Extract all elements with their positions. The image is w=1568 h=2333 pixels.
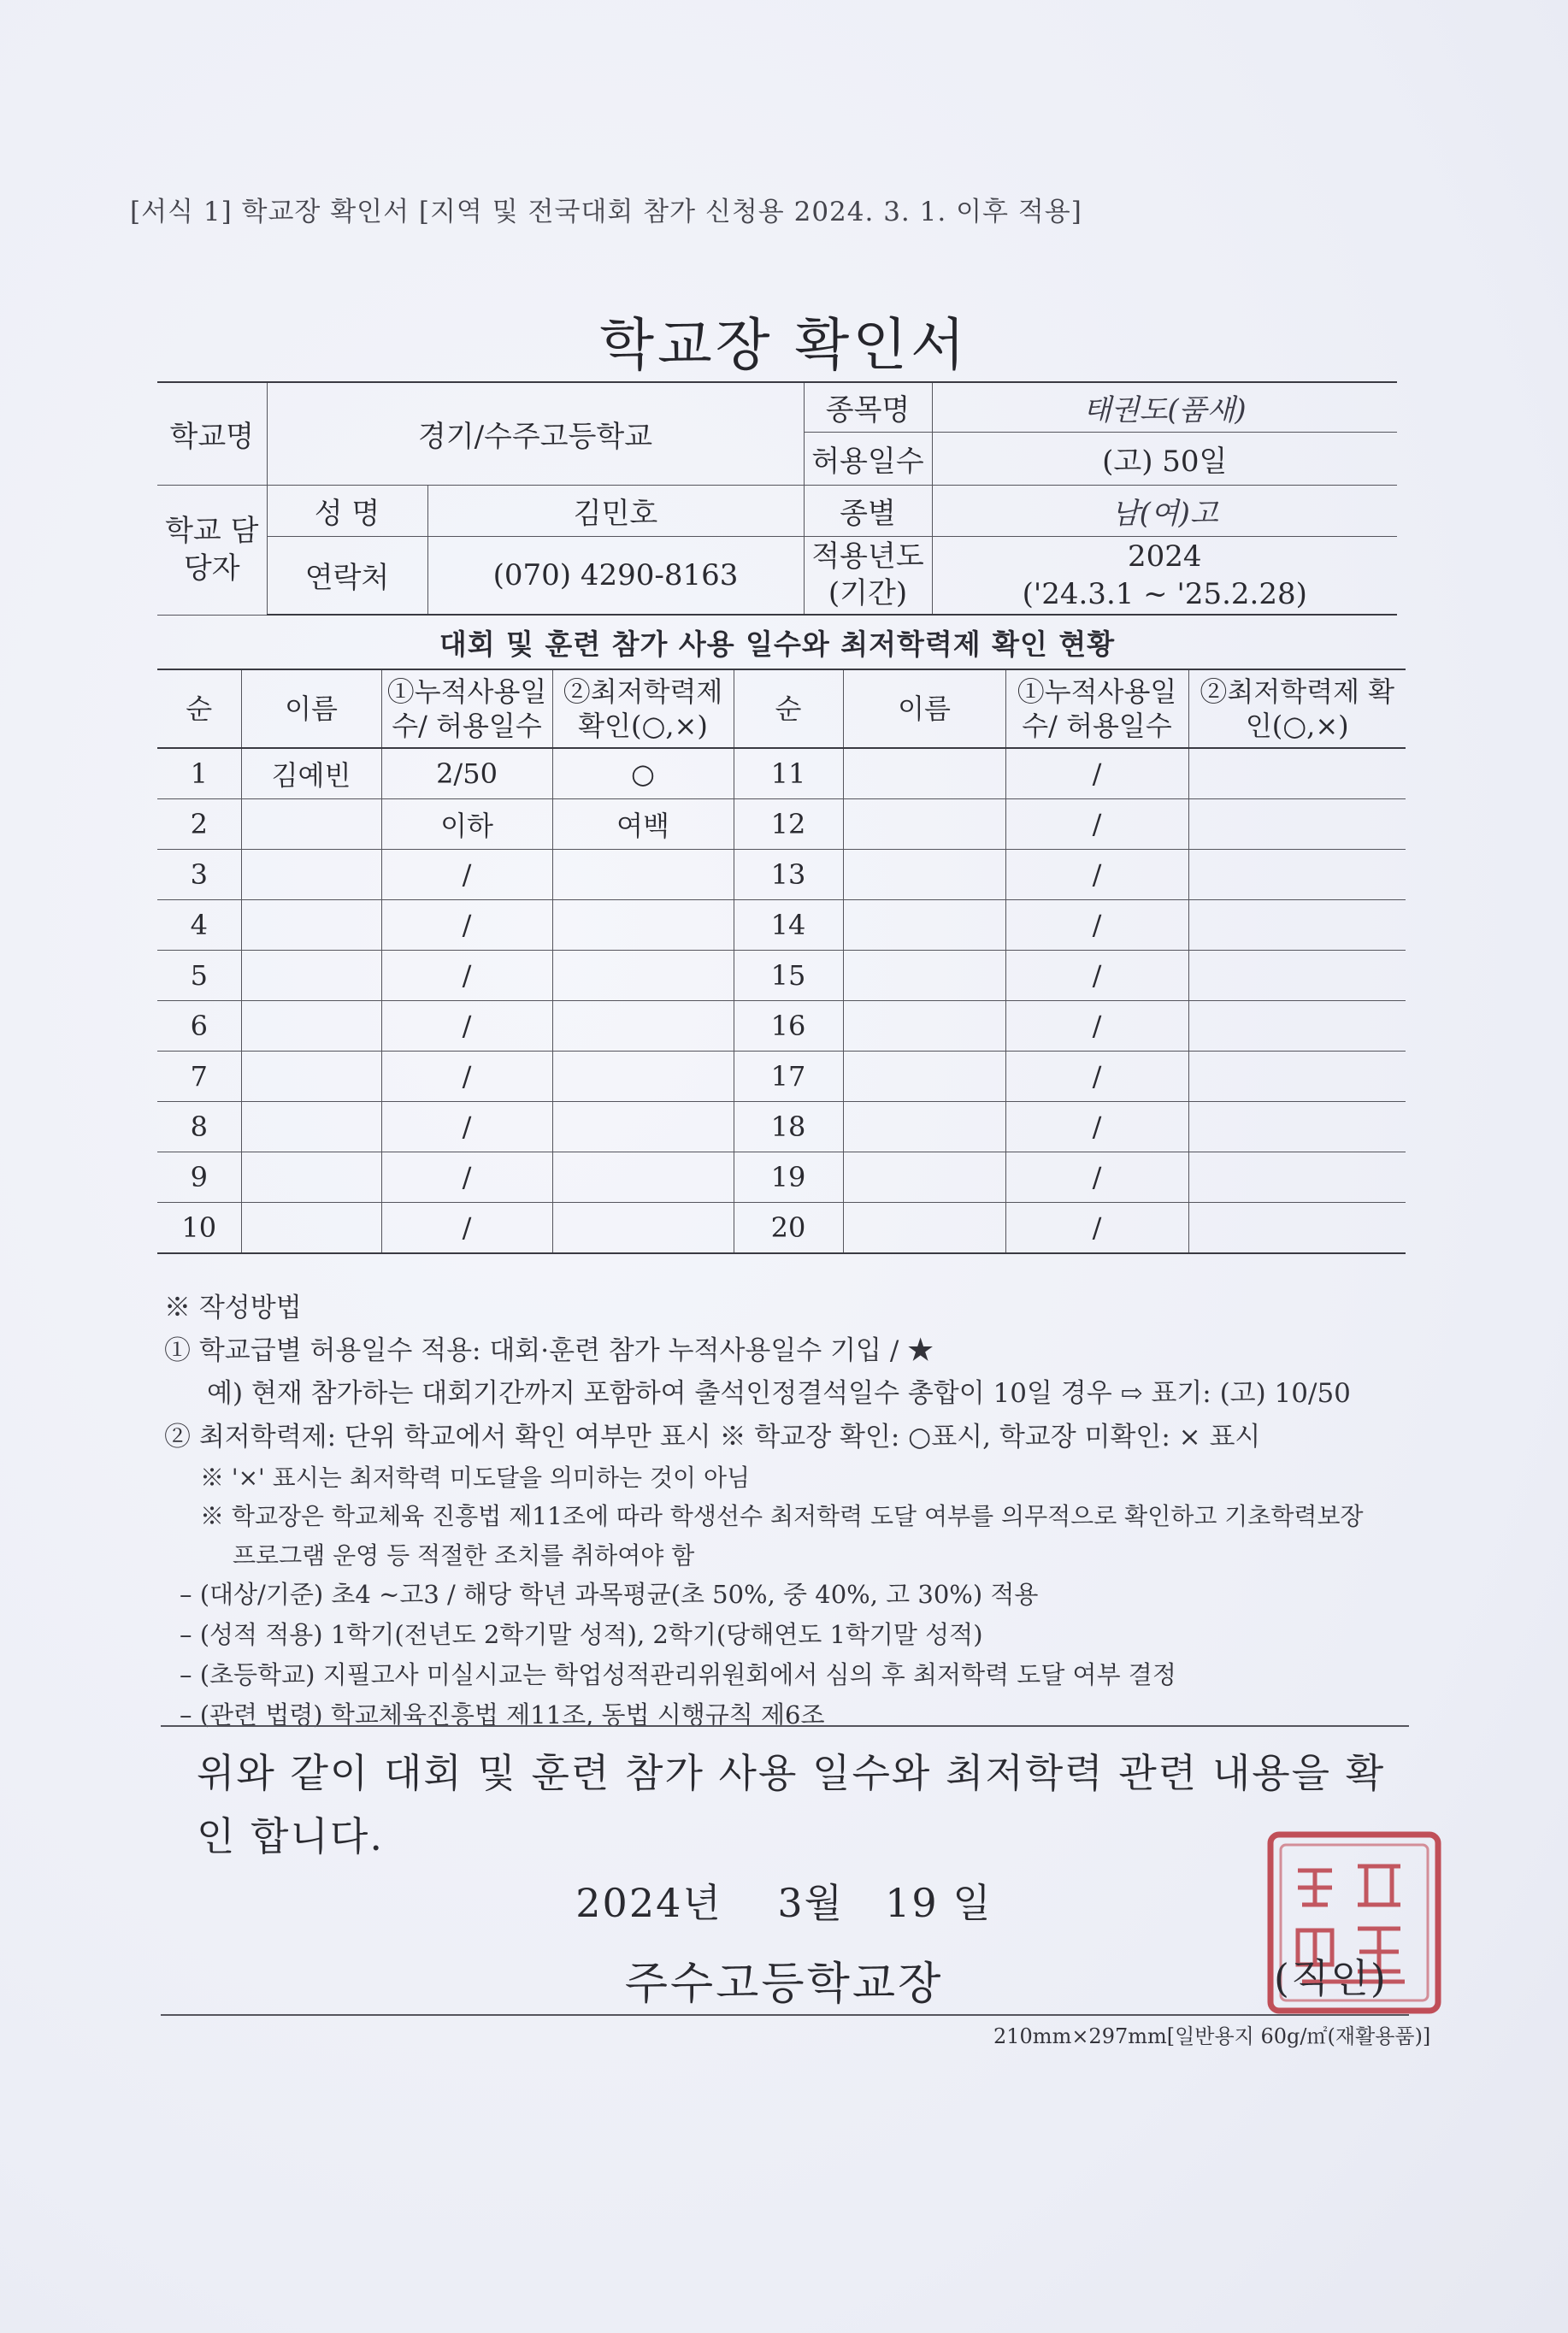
- contact-label: 연락처: [267, 536, 427, 615]
- row-no-2: 17: [734, 1052, 843, 1102]
- row-days-2: /: [1005, 1203, 1188, 1254]
- row-check: [552, 1102, 734, 1152]
- row-name-2: [843, 900, 1005, 951]
- school-info-table: [157, 381, 1397, 616]
- year-label-cell: [804, 536, 932, 615]
- row-check-2: [1188, 1152, 1406, 1203]
- row-no: 5: [157, 951, 241, 1001]
- note-dash-1: – (대상/기준) 초4 ~고3 / 해당 학년 과목평균(초 50%, 중 40%, 고 30%) 적용: [180, 1579, 1039, 1609]
- name-label: 성 명: [267, 485, 427, 536]
- table-row: [157, 1152, 1406, 1203]
- confirmation-statement: 위와 같이 대회 및 훈련 참가 사용 일수와 최저학력 관련 내용을 확인 합니다.: [197, 1750, 1386, 1859]
- issue-date: 2024년 3월 19 일: [575, 1880, 993, 1926]
- row-check-2: [1188, 748, 1406, 799]
- row-no: 2: [157, 799, 241, 850]
- row-days-2: /: [1005, 900, 1188, 951]
- status-caption: 대회 및 훈련 참가 사용 일수와 최저학력제 확인 현황: [439, 627, 1116, 661]
- gender-label: 종별: [804, 485, 932, 536]
- form-header-note: [서식 1] 학교장 확인서 [지역 및 전국대회 참가 신청용 2024. 3. 1. 이후 적용]: [130, 197, 1082, 227]
- row-no: 10: [157, 1203, 241, 1254]
- document-title: 학교장 확인서: [599, 312, 969, 378]
- divider-top: [161, 1725, 1409, 1727]
- row-check-2: [1188, 799, 1406, 850]
- row-no-2: 12: [734, 799, 843, 850]
- row-check: [552, 1052, 734, 1102]
- note-dash-3: – (초등학교) 지필고사 미실시교는 학업성적관리위원회에서 심의 후 최저학력 도달 여부 결정: [180, 1659, 1176, 1689]
- row-days: 이하: [381, 799, 552, 850]
- row-days-2: /: [1005, 1102, 1188, 1152]
- header-name-2: 이름: [843, 669, 1005, 748]
- row-name: [241, 1052, 381, 1102]
- row-name-2: [843, 799, 1005, 850]
- row-days-2: /: [1005, 799, 1188, 850]
- allowed-days-label: 허용일수: [804, 432, 932, 485]
- writing-instructions: [164, 1287, 1412, 1735]
- row-check: [552, 850, 734, 900]
- row-days: /: [381, 951, 552, 1001]
- table-row: [157, 748, 1406, 799]
- row-no: 7: [157, 1052, 241, 1102]
- row-no-2: 11: [734, 748, 843, 799]
- row-check: [552, 900, 734, 951]
- row-days: /: [381, 900, 552, 951]
- note-1: ① 학교급별 허용일수 적용: 대회·훈련 참가 누적사용일수 기입 / ★: [164, 1335, 934, 1367]
- header-name: 이름: [241, 669, 381, 748]
- row-check-2: [1188, 1203, 1406, 1254]
- row-days: 2/50: [381, 748, 552, 799]
- row-no-2: 13: [734, 850, 843, 900]
- header-days: ①누적사용일수/ 허용일수: [381, 669, 552, 748]
- event-value: 태권도(품새): [932, 382, 1397, 432]
- row-check: [552, 1203, 734, 1254]
- row-check-2: [1188, 1102, 1406, 1152]
- note-2-b-cont: 프로그램 운영 등 적절한 조치를 취하여야 함: [233, 1541, 695, 1570]
- school-label: 학교명: [157, 382, 267, 485]
- row-name-2: [843, 1102, 1005, 1152]
- row-days: /: [381, 1152, 552, 1203]
- row-days-2: /: [1005, 951, 1188, 1001]
- row-name: [241, 850, 381, 900]
- row-check: 여백: [552, 799, 734, 850]
- school-value: 경기/수주고등학교: [267, 382, 804, 485]
- row-name-2: [843, 951, 1005, 1001]
- table-row: [157, 799, 1406, 850]
- header-check: ②최저학력제 확인(○,×): [552, 669, 734, 748]
- year-value: 2024: [1127, 539, 1202, 574]
- row-no-2: 15: [734, 951, 843, 1001]
- row-check-2: [1188, 1001, 1406, 1052]
- row-no: 4: [157, 900, 241, 951]
- table-row: [157, 1001, 1406, 1052]
- allowed-days-value: (고) 50일: [932, 432, 1397, 485]
- row-name: [241, 1203, 381, 1254]
- header-days-2: ①누적사용일수/ 허용일수: [1005, 669, 1188, 748]
- row-days-2: /: [1005, 1001, 1188, 1052]
- row-days-2: /: [1005, 850, 1188, 900]
- note-dash-4: – (관련 법령) 학교체육진흥법 제11조, 동법 시행규칙 제6조: [180, 1700, 825, 1729]
- header-check-2: ②최저학력제 확인(○,×): [1188, 669, 1406, 748]
- row-name-2: [843, 748, 1005, 799]
- table-row: [157, 1052, 1406, 1102]
- header-no-2: 순: [734, 669, 843, 748]
- row-check-2: [1188, 1052, 1406, 1102]
- row-no-2: 14: [734, 900, 843, 951]
- row-name: [241, 1001, 381, 1052]
- notes-heading: ※ 작성방법: [164, 1293, 302, 1323]
- table-row: [157, 850, 1406, 900]
- seal-label: (직인): [1274, 1955, 1388, 2001]
- row-check: [552, 951, 734, 1001]
- manager-label: 학교 담당자: [157, 485, 267, 615]
- row-name-2: [843, 1203, 1005, 1254]
- row-no: 8: [157, 1102, 241, 1152]
- note-1-example: 예) 현재 참가하는 대회기간까지 포함하여 출석인정결석일수 총합이 10일 경우 ⇨ 표기: (고) 10/50: [207, 1378, 1351, 1410]
- row-no: 1: [157, 748, 241, 799]
- status-table: [157, 669, 1406, 1254]
- principal-title: 주수고등학교장: [624, 1959, 944, 2010]
- table-row: [157, 1102, 1406, 1152]
- row-no: 3: [157, 850, 241, 900]
- contact-value: (070) 4290-8163: [427, 536, 804, 615]
- row-days: /: [381, 1001, 552, 1052]
- header-no: 순: [157, 669, 241, 748]
- row-name-2: [843, 1152, 1005, 1203]
- row-name: 김예빈: [241, 748, 381, 799]
- row-days-2: /: [1005, 1052, 1188, 1102]
- row-days: /: [381, 850, 552, 900]
- row-name-2: [843, 1001, 1005, 1052]
- row-name: [241, 799, 381, 850]
- note-2: ② 최저학력제: 단위 학교에서 확인 여부만 표시 ※ 학교장 확인: ○표시, 학교장 미확인: × 표시: [164, 1421, 1261, 1452]
- row-no: 9: [157, 1152, 241, 1203]
- table-row: [157, 1203, 1406, 1254]
- row-name: [241, 951, 381, 1001]
- period-value: ('24.3.1 ~ '25.2.28): [1022, 576, 1307, 611]
- row-days: /: [381, 1052, 552, 1102]
- row-no-2: 19: [734, 1152, 843, 1203]
- row-no: 6: [157, 1001, 241, 1052]
- row-days-2: /: [1005, 748, 1188, 799]
- row-name: [241, 1102, 381, 1152]
- note-2-a: ※ '×' 표시는 최저학력 미도달을 의미하는 것이 아님: [200, 1463, 751, 1492]
- gender-value: 남(여)고: [932, 485, 1397, 536]
- row-name: [241, 900, 381, 951]
- row-days: /: [381, 1102, 552, 1152]
- row-no-2: 16: [734, 1001, 843, 1052]
- note-2-b: ※ 학교장은 학교체육 진흥법 제11조에 따라 학생선수 최저학력 도달 여부를 의무적으로 확인하고 기초학력보장: [200, 1502, 1364, 1531]
- period-label: (기간): [828, 575, 908, 610]
- year-label: 적용년도: [811, 539, 924, 574]
- row-no-2: 20: [734, 1203, 843, 1254]
- row-name-2: [843, 1052, 1005, 1102]
- row-check: ○: [552, 748, 734, 799]
- note-dash-2: – (성적 적용) 1학기(전년도 2학기말 성적), 2학기(당해연도 1학기말 성적): [180, 1619, 983, 1649]
- row-days: /: [381, 1203, 552, 1254]
- row-check-2: [1188, 850, 1406, 900]
- table-row: [157, 951, 1406, 1001]
- row-days-2: /: [1005, 1152, 1188, 1203]
- table-row: [157, 900, 1406, 951]
- event-label: 종목명: [804, 382, 932, 432]
- row-check-2: [1188, 951, 1406, 1001]
- row-check-2: [1188, 900, 1406, 951]
- divider-bottom: [161, 2014, 1409, 2016]
- row-name: [241, 1152, 381, 1203]
- row-check: [552, 1001, 734, 1052]
- row-no-2: 18: [734, 1102, 843, 1152]
- row-check: [552, 1152, 734, 1203]
- year-value-cell: [932, 536, 1397, 615]
- name-value: 김민호: [427, 485, 804, 536]
- paper-spec-footer: 210mm×297mm[일반용지 60g/㎡(재활용품)]: [993, 2024, 1431, 2048]
- row-name-2: [843, 850, 1005, 900]
